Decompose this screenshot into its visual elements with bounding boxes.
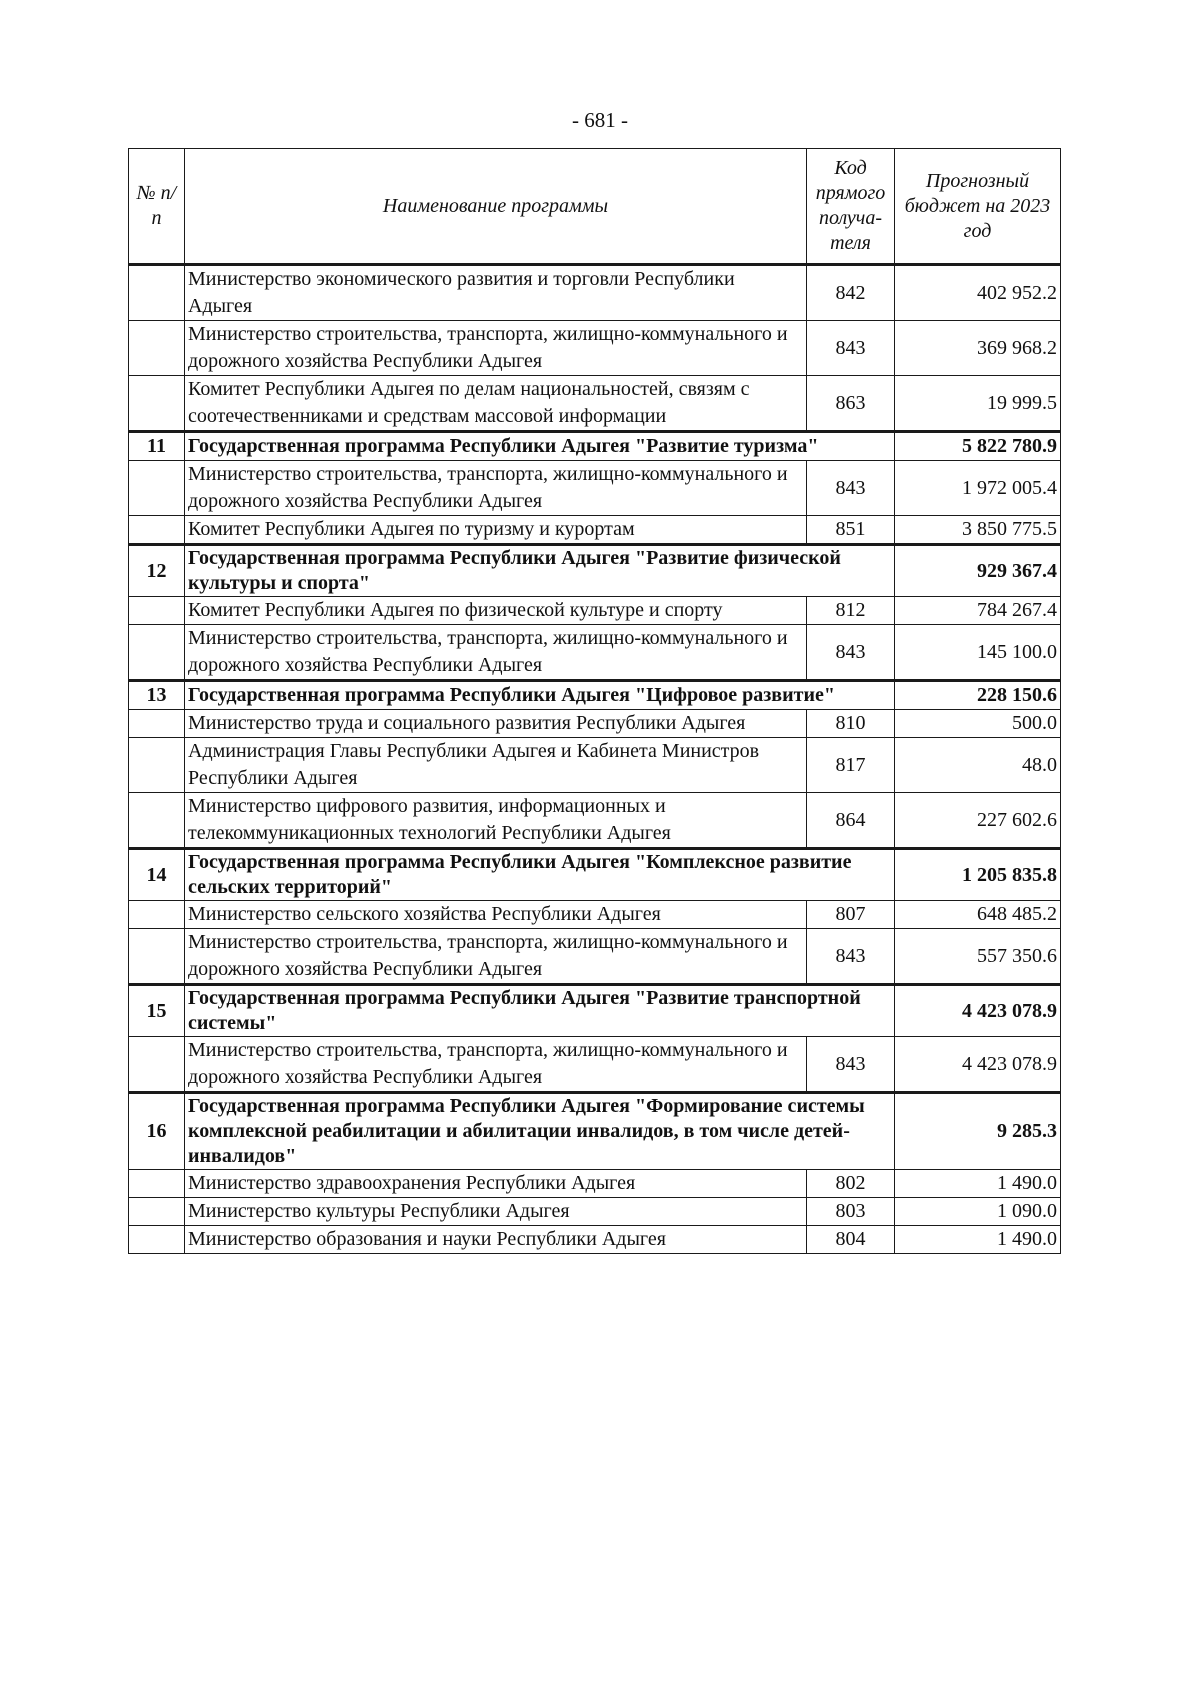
- table-row: [129, 265, 1061, 321]
- recipient-code: 864: [807, 793, 895, 849]
- row-number: 11: [129, 432, 185, 461]
- table-row: [129, 376, 1061, 432]
- budget-amount: 4 423 078.9: [895, 1037, 1061, 1093]
- table-header: [129, 149, 1061, 265]
- program-row: [129, 1093, 1061, 1170]
- table-row: [129, 738, 1061, 793]
- recipient-name: Министерство строительства, транспорта, жилищно-коммунального и дорожного хозяйства Республики Адыгея: [185, 929, 807, 985]
- budget-amount: 784 267.4: [895, 597, 1061, 625]
- program-budget: 1 205 835.8: [895, 849, 1061, 901]
- recipient-code: 843: [807, 321, 895, 376]
- header-budget: Прогнозный бюджет на 2023 год: [895, 149, 1061, 265]
- budget-amount: 3 850 775.5: [895, 516, 1061, 545]
- header-num: № п/п: [129, 149, 185, 265]
- recipient-name: Министерство образования и науки Республики Адыгея: [185, 1226, 807, 1254]
- program-row: [129, 849, 1061, 901]
- row-number: [129, 625, 185, 681]
- table-row: [129, 710, 1061, 738]
- row-number: [129, 321, 185, 376]
- row-number: [129, 265, 185, 321]
- table-body: [129, 265, 1061, 1254]
- row-number: 16: [129, 1093, 185, 1170]
- program-budget: 5 822 780.9: [895, 432, 1061, 461]
- row-number: [129, 901, 185, 929]
- row-number: [129, 461, 185, 516]
- recipient-name: Министерство культуры Республики Адыгея: [185, 1198, 807, 1226]
- header-name: Наименование программы: [185, 149, 807, 265]
- program-name: Государственная программа Республики Адыгея "Формирование системы комплексной реабилитации и абилитации инвалидов, в том числе детей-инвалидов": [185, 1093, 895, 1170]
- budget-amount: 369 968.2: [895, 321, 1061, 376]
- budget-amount: 48.0: [895, 738, 1061, 793]
- header-row: [129, 149, 1061, 265]
- program-budget: 4 423 078.9: [895, 985, 1061, 1037]
- budget-amount: 557 350.6: [895, 929, 1061, 985]
- budget-amount: 402 952.2: [895, 265, 1061, 321]
- row-number: [129, 597, 185, 625]
- budget-amount: 1 090.0: [895, 1198, 1061, 1226]
- recipient-code: 842: [807, 265, 895, 321]
- table-row: [129, 929, 1061, 985]
- recipient-code: 843: [807, 461, 895, 516]
- budget-amount: 1 490.0: [895, 1170, 1061, 1198]
- row-number: [129, 1170, 185, 1198]
- table-row: [129, 901, 1061, 929]
- recipient-code: 817: [807, 738, 895, 793]
- recipient-code: 810: [807, 710, 895, 738]
- program-budget: 929 367.4: [895, 545, 1061, 597]
- program-row: [129, 432, 1061, 461]
- budget-amount: 1 972 005.4: [895, 461, 1061, 516]
- program-row: [129, 985, 1061, 1037]
- recipient-code: 803: [807, 1198, 895, 1226]
- recipient-name: Министерство сельского хозяйства Республики Адыгея: [185, 901, 807, 929]
- table-row: [129, 597, 1061, 625]
- budget-amount: 648 485.2: [895, 901, 1061, 929]
- recipient-name: Министерство цифрового развития, информационных и телекоммуникационных технологий Республики Адыгея: [185, 793, 807, 849]
- program-budget: 228 150.6: [895, 681, 1061, 710]
- row-number: [129, 793, 185, 849]
- program-name: Государственная программа Республики Адыгея "Комплексное развитие сельских территорий": [185, 849, 895, 901]
- recipient-code: 807: [807, 901, 895, 929]
- row-number: [129, 376, 185, 432]
- recipient-code: 812: [807, 597, 895, 625]
- table-row: [129, 625, 1061, 681]
- recipient-name: Министерство строительства, транспорта, жилищно-коммунального и дорожного хозяйства Республики Адыгея: [185, 321, 807, 376]
- table-row: [129, 516, 1061, 545]
- row-number: 12: [129, 545, 185, 597]
- program-name: Государственная программа Республики Адыгея "Развитие транспортной системы": [185, 985, 895, 1037]
- program-name: Государственная программа Республики Адыгея "Цифровое развитие": [185, 681, 895, 710]
- budget-amount: 1 490.0: [895, 1226, 1061, 1254]
- row-number: 15: [129, 985, 185, 1037]
- table-row: [129, 1170, 1061, 1198]
- header-code: Код прямого получа-теля: [807, 149, 895, 265]
- row-number: [129, 929, 185, 985]
- budget-amount: 19 999.5: [895, 376, 1061, 432]
- row-number: [129, 1037, 185, 1093]
- budget-amount: 227 602.6: [895, 793, 1061, 849]
- recipient-name: Министерство экономического развития и торговли Республики Адыгея: [185, 265, 807, 321]
- recipient-name: Комитет Республики Адыгея по физической культуре и спорту: [185, 597, 807, 625]
- recipient-code: 843: [807, 1037, 895, 1093]
- row-number: 13: [129, 681, 185, 710]
- recipient-code: 843: [807, 625, 895, 681]
- recipient-code: 804: [807, 1226, 895, 1254]
- row-number: [129, 516, 185, 545]
- row-number: [129, 710, 185, 738]
- budget-amount: 500.0: [895, 710, 1061, 738]
- recipient-name: Комитет Республики Адыгея по делам национальностей, связям с соотечественниками и средствам массовой информации: [185, 376, 807, 432]
- recipient-name: Министерство труда и социального развития Республики Адыгея: [185, 710, 807, 738]
- table-row: [129, 793, 1061, 849]
- page-number: - 681 -: [572, 108, 628, 132]
- recipient-name: Администрация Главы Республики Адыгея и Кабинета Министров Республики Адыгея: [185, 738, 807, 793]
- table-row: [129, 1198, 1061, 1226]
- table-row: [129, 1226, 1061, 1254]
- recipient-name: Министерство строительства, транспорта, жилищно-коммунального и дорожного хозяйства Республики Адыгея: [185, 625, 807, 681]
- table-row: [129, 321, 1061, 376]
- recipient-code: 851: [807, 516, 895, 545]
- program-row: [129, 681, 1061, 710]
- budget-table: [128, 148, 1061, 1254]
- budget-amount: 145 100.0: [895, 625, 1061, 681]
- program-name: Государственная программа Республики Адыгея "Развитие физической культуры и спорта": [185, 545, 895, 597]
- row-number: [129, 1198, 185, 1226]
- row-number: [129, 1226, 185, 1254]
- row-number: 14: [129, 849, 185, 901]
- recipient-code: 843: [807, 929, 895, 985]
- recipient-name: Министерство здравоохранения Республики Адыгея: [185, 1170, 807, 1198]
- table-row: [129, 461, 1061, 516]
- recipient-name: Министерство строительства, транспорта, жилищно-коммунального и дорожного хозяйства Республики Адыгея: [185, 461, 807, 516]
- recipient-name: Министерство строительства, транспорта, жилищно-коммунального и дорожного хозяйства Республики Адыгея: [185, 1037, 807, 1093]
- program-row: [129, 545, 1061, 597]
- row-number: [129, 738, 185, 793]
- program-budget: 9 285.3: [895, 1093, 1061, 1170]
- program-name: Государственная программа Республики Адыгея "Развитие туризма": [185, 432, 895, 461]
- recipient-code: 802: [807, 1170, 895, 1198]
- recipient-code: 863: [807, 376, 895, 432]
- recipient-name: Комитет Республики Адыгея по туризму и курортам: [185, 516, 807, 545]
- table-row: [129, 1037, 1061, 1093]
